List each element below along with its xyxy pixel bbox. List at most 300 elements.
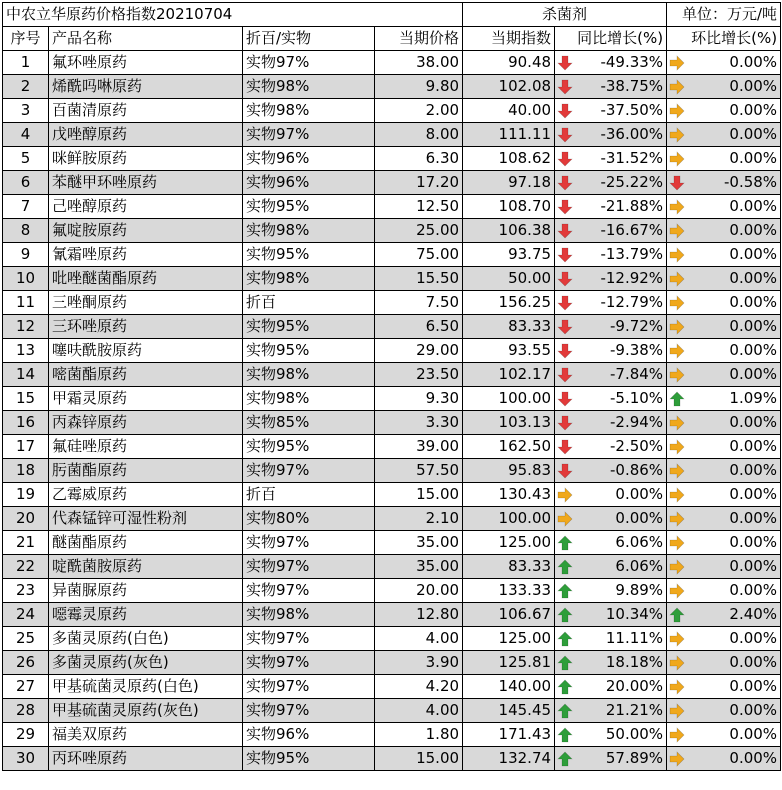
cell-price: 12.50 [375, 195, 463, 219]
cell-product-name: 福美双原药 [49, 723, 243, 747]
cell-yoy-value: -9.38% [609, 341, 664, 359]
cell-mom-value: 0.00% [729, 581, 778, 599]
arrow-down-icon [557, 151, 573, 167]
cell-product-name: 氟啶胺原药 [49, 219, 243, 243]
arrow-right-icon [557, 511, 573, 527]
header-index: 当期指数 [463, 27, 555, 51]
cell-mom-value: 1.09% [729, 389, 778, 407]
cell-spec: 折百 [243, 483, 375, 507]
cell-yoy [555, 339, 667, 363]
cell-price: 35.00 [375, 555, 463, 579]
arrow-up-icon [557, 535, 573, 551]
arrow-up-icon [557, 703, 573, 719]
table-row [3, 291, 781, 315]
arrow-right-icon [669, 151, 685, 167]
cell-no: 2 [3, 75, 49, 99]
cell-spec: 实物98% [243, 75, 375, 99]
cell-price: 23.50 [375, 363, 463, 387]
cell-mom [667, 459, 781, 483]
cell-spec: 折百 [243, 291, 375, 315]
cell-price: 57.50 [375, 459, 463, 483]
cell-mom [667, 651, 781, 675]
cell-yoy [555, 411, 667, 435]
arrow-right-icon [669, 631, 685, 647]
header-price: 当期价格 [375, 27, 463, 51]
arrow-down-icon [557, 127, 573, 143]
cell-yoy-value: -21.88% [600, 197, 664, 215]
cell-no: 23 [3, 579, 49, 603]
table-row [3, 651, 781, 675]
cell-yoy [555, 747, 667, 771]
cell-price: 3.90 [375, 651, 463, 675]
cell-yoy-value: 6.06% [615, 557, 664, 575]
cell-yoy [555, 99, 667, 123]
cell-mom [667, 579, 781, 603]
arrow-down-icon [557, 175, 573, 191]
arrow-down-icon [557, 247, 573, 263]
cell-index: 108.62 [463, 147, 555, 171]
cell-mom [667, 723, 781, 747]
cell-no: 21 [3, 531, 49, 555]
cell-mom-value: 0.00% [729, 533, 778, 551]
arrow-up-icon [669, 391, 685, 407]
arrow-down-icon [557, 367, 573, 383]
cell-mom [667, 195, 781, 219]
cell-no: 19 [3, 483, 49, 507]
cell-spec: 实物97% [243, 555, 375, 579]
cell-product-name: 异菌脲原药 [49, 579, 243, 603]
cell-mom-value: 0.00% [729, 725, 778, 743]
table-row [3, 411, 781, 435]
cell-yoy [555, 363, 667, 387]
cell-yoy-value: -38.75% [600, 77, 664, 95]
cell-index: 130.43 [463, 483, 555, 507]
cell-product-name: 乙霉威原药 [49, 483, 243, 507]
cell-spec: 实物85% [243, 411, 375, 435]
cell-mom [667, 75, 781, 99]
cell-spec: 实物96% [243, 171, 375, 195]
cell-no: 14 [3, 363, 49, 387]
cell-index: 103.13 [463, 411, 555, 435]
cell-product-name: 醚菌酯原药 [49, 531, 243, 555]
cell-spec: 实物97% [243, 651, 375, 675]
cell-yoy-value: 20.00% [605, 677, 664, 695]
table-row [3, 483, 781, 507]
arrow-right-icon [669, 439, 685, 455]
cell-price: 3.30 [375, 411, 463, 435]
cell-no: 5 [3, 147, 49, 171]
cell-price: 2.10 [375, 507, 463, 531]
category-label: 杀菌剂 [463, 3, 667, 27]
price-index-table [2, 2, 781, 771]
cell-spec: 实物96% [243, 147, 375, 171]
cell-yoy [555, 291, 667, 315]
arrow-right-icon [669, 703, 685, 719]
arrow-right-icon [669, 487, 685, 503]
table-row [3, 171, 781, 195]
cell-product-name: 三环唑原药 [49, 315, 243, 339]
cell-mom [667, 507, 781, 531]
cell-product-name: 氟环唑原药 [49, 51, 243, 75]
cell-index: 125.00 [463, 627, 555, 651]
cell-yoy-value: -12.79% [600, 293, 664, 311]
cell-yoy [555, 723, 667, 747]
cell-mom-value: 0.00% [729, 461, 778, 479]
cell-mom [667, 483, 781, 507]
cell-index: 100.00 [463, 387, 555, 411]
cell-product-name: 戊唑醇原药 [49, 123, 243, 147]
cell-product-name: 苯醚甲环唑原药 [49, 171, 243, 195]
arrow-right-icon [669, 247, 685, 263]
cell-index: 171.43 [463, 723, 555, 747]
cell-price: 29.00 [375, 339, 463, 363]
cell-spec: 实物95% [243, 195, 375, 219]
cell-mom-value: 0.00% [729, 749, 778, 767]
cell-mom-value: 0.00% [729, 653, 778, 671]
arrow-up-icon [669, 607, 685, 623]
cell-yoy [555, 531, 667, 555]
cell-yoy [555, 315, 667, 339]
cell-yoy-value: -5.10% [609, 389, 664, 407]
cell-spec: 实物95% [243, 339, 375, 363]
cell-spec: 实物95% [243, 435, 375, 459]
cell-index: 145.45 [463, 699, 555, 723]
table-row [3, 507, 781, 531]
cell-mom-value: 0.00% [729, 149, 778, 167]
cell-index: 125.81 [463, 651, 555, 675]
cell-index: 90.48 [463, 51, 555, 75]
cell-index: 50.00 [463, 267, 555, 291]
cell-yoy [555, 195, 667, 219]
cell-no: 16 [3, 411, 49, 435]
cell-index: 132.74 [463, 747, 555, 771]
cell-index: 140.00 [463, 675, 555, 699]
cell-yoy-value: 9.89% [615, 581, 664, 599]
cell-spec: 实物98% [243, 219, 375, 243]
cell-mom [667, 603, 781, 627]
cell-spec: 实物97% [243, 51, 375, 75]
arrow-right-icon [669, 367, 685, 383]
cell-mom [667, 243, 781, 267]
cell-yoy [555, 435, 667, 459]
arrow-right-icon [669, 751, 685, 767]
cell-index: 97.18 [463, 171, 555, 195]
arrow-up-icon [557, 583, 573, 599]
cell-price: 35.00 [375, 531, 463, 555]
cell-mom-value: 0.00% [729, 317, 778, 335]
arrow-right-icon [669, 679, 685, 695]
cell-product-name: 氰霜唑原药 [49, 243, 243, 267]
cell-price: 20.00 [375, 579, 463, 603]
cell-spec: 实物95% [243, 243, 375, 267]
cell-no: 18 [3, 459, 49, 483]
table-row [3, 435, 781, 459]
arrow-right-icon [669, 583, 685, 599]
cell-yoy [555, 267, 667, 291]
arrow-right-icon [669, 559, 685, 575]
cell-yoy-value: -49.33% [600, 53, 664, 71]
cell-price: 6.50 [375, 315, 463, 339]
cell-mom [667, 291, 781, 315]
cell-mom-value: 0.00% [729, 269, 778, 287]
arrow-down-icon [557, 79, 573, 95]
cell-mom-value: -0.58% [723, 173, 778, 191]
cell-yoy-value: 18.18% [605, 653, 664, 671]
cell-yoy [555, 243, 667, 267]
cell-product-name: 丙森锌原药 [49, 411, 243, 435]
cell-no: 28 [3, 699, 49, 723]
cell-spec: 实物97% [243, 531, 375, 555]
cell-price: 25.00 [375, 219, 463, 243]
cell-mom-value: 0.00% [729, 341, 778, 359]
cell-price: 8.00 [375, 123, 463, 147]
header-yoy: 同比增长(%) [555, 27, 667, 51]
arrow-up-icon [557, 655, 573, 671]
cell-mom [667, 123, 781, 147]
cell-no: 26 [3, 651, 49, 675]
cell-yoy-value: -2.50% [609, 437, 664, 455]
cell-mom [667, 555, 781, 579]
cell-mom [667, 315, 781, 339]
arrow-up-icon [557, 727, 573, 743]
cell-no: 12 [3, 315, 49, 339]
arrow-right-icon [669, 415, 685, 431]
arrow-down-icon [557, 103, 573, 119]
arrow-up-icon [557, 631, 573, 647]
table-row [3, 219, 781, 243]
cell-spec: 实物97% [243, 699, 375, 723]
cell-no: 7 [3, 195, 49, 219]
arrow-right-icon [669, 295, 685, 311]
table-title: 中农立华原药价格指数20210704 [3, 3, 463, 27]
table-row [3, 315, 781, 339]
cell-mom-value: 0.00% [729, 677, 778, 695]
header-spec: 折百/实物 [243, 27, 375, 51]
cell-mom [667, 627, 781, 651]
cell-mom-value: 0.00% [729, 701, 778, 719]
arrow-right-icon [669, 55, 685, 71]
cell-yoy-value: 11.11% [605, 629, 664, 647]
cell-product-name: 己唑醇原药 [49, 195, 243, 219]
arrow-down-icon [557, 463, 573, 479]
cell-yoy [555, 507, 667, 531]
arrow-down-icon [557, 415, 573, 431]
cell-mom-value: 0.00% [729, 77, 778, 95]
cell-product-name: 氟硅唑原药 [49, 435, 243, 459]
cell-mom-value: 0.00% [729, 197, 778, 215]
header-name: 产品名称 [49, 27, 243, 51]
cell-index: 95.83 [463, 459, 555, 483]
table-row [3, 675, 781, 699]
cell-index: 106.67 [463, 603, 555, 627]
arrow-down-icon [557, 343, 573, 359]
cell-product-name: 甲霜灵原药 [49, 387, 243, 411]
arrow-right-icon [669, 79, 685, 95]
table-row [3, 723, 781, 747]
unit-label: 单位：万元/吨 [667, 3, 781, 27]
cell-product-name: 啶酰菌胺原药 [49, 555, 243, 579]
cell-spec: 实物98% [243, 387, 375, 411]
cell-price: 4.00 [375, 699, 463, 723]
cell-product-name: 噻呋酰胺原药 [49, 339, 243, 363]
cell-mom-value: 0.00% [729, 293, 778, 311]
table-row [3, 75, 781, 99]
cell-no: 13 [3, 339, 49, 363]
arrow-down-icon [557, 55, 573, 71]
table-row [3, 267, 781, 291]
cell-spec: 实物97% [243, 123, 375, 147]
cell-price: 6.30 [375, 147, 463, 171]
cell-price: 75.00 [375, 243, 463, 267]
arrow-right-icon [669, 103, 685, 119]
cell-spec: 实物97% [243, 675, 375, 699]
cell-mom [667, 267, 781, 291]
cell-yoy [555, 555, 667, 579]
cell-yoy [555, 219, 667, 243]
arrow-down-icon [557, 391, 573, 407]
cell-no: 4 [3, 123, 49, 147]
cell-yoy [555, 387, 667, 411]
cell-product-name: 甲基硫菌灵原药(白色) [49, 675, 243, 699]
cell-product-name: 多菌灵原药(灰色) [49, 651, 243, 675]
cell-index: 83.33 [463, 315, 555, 339]
cell-yoy [555, 675, 667, 699]
cell-mom-value: 0.00% [729, 53, 778, 71]
cell-yoy-value: 0.00% [615, 509, 664, 527]
cell-no: 25 [3, 627, 49, 651]
cell-yoy-value: 6.06% [615, 533, 664, 551]
cell-yoy-value: -31.52% [600, 149, 664, 167]
cell-price: 2.00 [375, 99, 463, 123]
arrow-down-icon [557, 319, 573, 335]
cell-product-name: 肟菌酯原药 [49, 459, 243, 483]
cell-product-name: 烯酰吗啉原药 [49, 75, 243, 99]
cell-product-name: 代森锰锌可湿性粉剂 [49, 507, 243, 531]
cell-mom-value: 0.00% [729, 509, 778, 527]
cell-mom [667, 363, 781, 387]
arrow-right-icon [669, 199, 685, 215]
cell-yoy [555, 51, 667, 75]
arrow-right-icon [669, 463, 685, 479]
cell-yoy [555, 699, 667, 723]
cell-product-name: 百菌清原药 [49, 99, 243, 123]
cell-spec: 实物80% [243, 507, 375, 531]
table-row [3, 531, 781, 555]
header-no: 序号 [3, 27, 49, 51]
cell-price: 39.00 [375, 435, 463, 459]
table-row [3, 363, 781, 387]
arrow-right-icon [557, 487, 573, 503]
table-row [3, 123, 781, 147]
cell-mom-value: 0.00% [729, 365, 778, 383]
cell-no: 29 [3, 723, 49, 747]
cell-index: 93.75 [463, 243, 555, 267]
cell-no: 22 [3, 555, 49, 579]
cell-no: 10 [3, 267, 49, 291]
arrow-down-icon [669, 175, 685, 191]
cell-index: 162.50 [463, 435, 555, 459]
cell-no: 17 [3, 435, 49, 459]
arrow-up-icon [557, 679, 573, 695]
cell-no: 11 [3, 291, 49, 315]
cell-no: 15 [3, 387, 49, 411]
arrow-right-icon [669, 127, 685, 143]
cell-spec: 实物95% [243, 315, 375, 339]
table-row [3, 459, 781, 483]
table-row [3, 579, 781, 603]
cell-yoy-value: -12.92% [600, 269, 664, 287]
table-row [3, 555, 781, 579]
cell-yoy [555, 603, 667, 627]
cell-yoy-value: -0.86% [609, 461, 664, 479]
table-row [3, 99, 781, 123]
cell-mom-value: 0.00% [729, 557, 778, 575]
cell-product-name: 多菌灵原药(白色) [49, 627, 243, 651]
cell-index: 108.70 [463, 195, 555, 219]
cell-price: 15.00 [375, 747, 463, 771]
cell-yoy [555, 579, 667, 603]
cell-no: 20 [3, 507, 49, 531]
table-row [3, 51, 781, 75]
arrow-right-icon [669, 511, 685, 527]
cell-mom-value: 0.00% [729, 629, 778, 647]
cell-mom-value: 0.00% [729, 485, 778, 503]
arrow-right-icon [669, 343, 685, 359]
cell-index: 93.55 [463, 339, 555, 363]
cell-index: 133.33 [463, 579, 555, 603]
header-mom: 环比增长(%) [667, 27, 781, 51]
cell-spec: 实物97% [243, 579, 375, 603]
cell-price: 15.00 [375, 483, 463, 507]
cell-index: 111.11 [463, 123, 555, 147]
cell-no: 6 [3, 171, 49, 195]
cell-no: 8 [3, 219, 49, 243]
arrow-down-icon [557, 439, 573, 455]
table-row [3, 195, 781, 219]
cell-product-name: 噁霉灵原药 [49, 603, 243, 627]
cell-yoy-value: -7.84% [609, 365, 664, 383]
arrow-right-icon [669, 271, 685, 287]
cell-no: 30 [3, 747, 49, 771]
arrow-down-icon [557, 223, 573, 239]
arrow-right-icon [669, 319, 685, 335]
cell-mom-value: 2.40% [729, 605, 778, 623]
cell-spec: 实物97% [243, 627, 375, 651]
cell-spec: 实物98% [243, 267, 375, 291]
header-row [3, 27, 781, 51]
table-row [3, 699, 781, 723]
cell-index: 102.08 [463, 75, 555, 99]
cell-yoy [555, 171, 667, 195]
cell-yoy [555, 123, 667, 147]
arrow-down-icon [557, 295, 573, 311]
arrow-up-icon [557, 607, 573, 623]
cell-yoy [555, 651, 667, 675]
arrow-up-icon [557, 751, 573, 767]
cell-mom [667, 99, 781, 123]
cell-no: 27 [3, 675, 49, 699]
arrow-down-icon [557, 199, 573, 215]
cell-price: 9.30 [375, 387, 463, 411]
cell-yoy [555, 627, 667, 651]
cell-mom [667, 51, 781, 75]
cell-yoy [555, 75, 667, 99]
cell-price: 17.20 [375, 171, 463, 195]
cell-mom [667, 675, 781, 699]
cell-mom [667, 219, 781, 243]
cell-price: 1.80 [375, 723, 463, 747]
cell-yoy [555, 483, 667, 507]
